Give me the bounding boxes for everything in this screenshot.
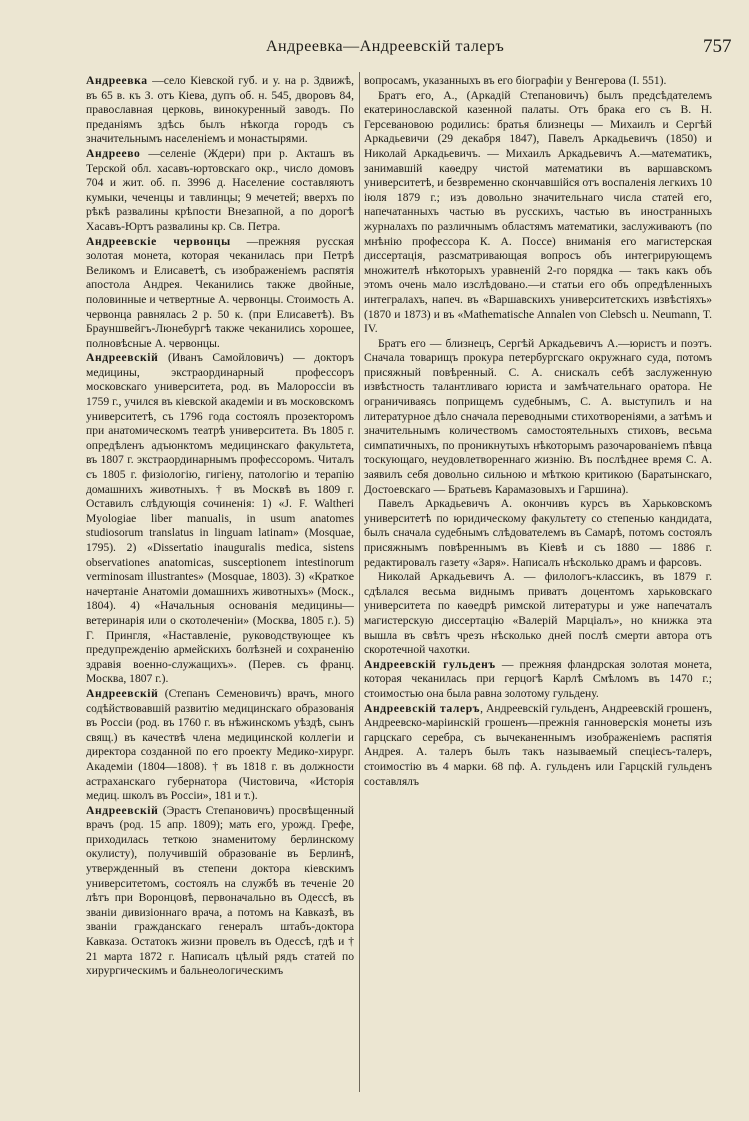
entry-text: —село Кіевской губ. и у. на р. Здвижѣ, въ 65 в. къ З. отъ Кіева, дупъ об. н. 545, дворовъ 84, православная церковь, винокуренный заводъ. По преданіямъ здѣсь былъ нѣкогда городъ съ значительнымъ населеніемъ и монастырями. — [86, 74, 354, 146]
entry-continuation — [364, 74, 712, 89]
entry-andreevka — [86, 74, 354, 147]
entry-sergei — [364, 337, 712, 498]
headword: Андреевскій талеръ — [364, 701, 481, 715]
headword: Андреево — [86, 146, 141, 160]
headword: Андреевскій — [86, 686, 159, 700]
entry-andreevsky-stepan — [86, 687, 354, 804]
headword: Андреевка — [86, 74, 148, 87]
headword: Андреевскій — [86, 351, 159, 365]
entry-text: Николай Аркадьевичъ А. — филологъ-классикъ, въ 1879 г. сдѣлался весьма виднымъ приватъ доцентомъ харьковскаго университета по каѳедрѣ римской литературы и уже напечаталъ магистерскую диссертацію «Валерій Марціалъ», но книжка эта вышла въ свѣтъ чрезъ нѣсколько дней послѣ смерти автора отъ скоротечной чахотки. — [364, 570, 712, 657]
entry-text: (Эрастъ Степановичъ) просвѣщенный врачъ (род. 15 апр. 1809); мать его, урожд. Грефе, приходилась теткою знаменитому берлинскому окулисту), получившій образованіе въ Берлинѣ, утвержденный въ степени доктора кіевскимъ университетомъ, состоялъ на службѣ въ теченіе 20 лѣтъ при Воронцовѣ, первоначально въ Одессѣ, въ званіи дивизіоннаго врача, а потомъ на Кавказѣ, въ званіи гражданскаго генералъ штабъ-доктора Кавказа. Остатокъ жизни провелъ въ Одессѣ, гдѣ и † 21 марта 1872 г. Написалъ цѣлый рядъ статей по хирургическимъ и бальнеологическимъ — [86, 803, 355, 978]
entry-pavel — [364, 497, 712, 570]
entry-andreevskie-chervontsy — [86, 235, 354, 352]
column-divider — [359, 72, 360, 1092]
entry-text: —прежняя русская золотая монета, которая чеканилась при Петрѣ Великомъ и Елисаветѣ, съ изображеніемъ распятія апостола Андрея. Чеканились также двойные, половинные и четвертные А. червонцы. Стоимость А. червонца равнялась 2 р. 50 к. (при Елисаветѣ). Въ Брауншвейгъ-Люнебургѣ также чеканились хорошее, полновѣсные А. червонцы. — [86, 234, 354, 350]
entry-text: (Степанъ Семеновичъ) врачъ, много содѣйствовавшій развитію медицинскаго образованія въ Россіи (род. въ 1760 г. въ нѣжинскомъ уѣздѣ, сынъ свящ.) въ качествѣ члена медицинской коллегіи и директора созданной по его проекту Медико-хирург. Академіи (1804—1808). † въ 1818 г. въ должности астраханскаго губернатора (Чистовича, «Исторія медиц. школъ въ Россіи», 181 и т.). — [86, 686, 354, 803]
entry-andreevsky-ivan — [86, 351, 354, 687]
entry-text: , Андреевскій гульденъ, Андреевскій грошенъ, Андреевско-маріинскій грошенъ—прежнія ганноверскія монеты изъ гарцскаго серебра, съ вычеканеннымъ изображеніемъ распятія Андрея. А. талеръ былъ такъ называемый спеціесъ-талеръ, стоимостію въ 4 марки. 68 пф. А. гульденъ или Гарцскій гульденъ составлялъ — [364, 701, 712, 788]
entry-andreevsky-taler — [364, 702, 712, 790]
entry-andreevsky-erast — [86, 804, 354, 979]
entry-arkady — [364, 89, 712, 337]
entry-text: Павелъ Аркадьевичъ А. окончивъ курсъ въ Харьковскомъ университетѣ по юридическому факультету со степенью кандидата, былъ сначала судебнымъ слѣдователемъ въ Самарѣ, потомъ состоялъ присяжнымъ повѣреннымъ въ Кіевѣ и съ 1880 — 1886 г. редактировалъ газету «Заря». Написалъ нѣсколько драмъ и фарсовъ. — [364, 497, 712, 569]
entry-andreevsky-gulden — [364, 658, 712, 702]
headword: Андреевскіе червонцы — [86, 234, 231, 248]
entry-text: — прежняя фландрская золотая монета, которая чеканилась при герцогѣ Карлѣ Смѣломъ въ 1470 г.; стоимостью она была равна золотому гульдену. — [364, 657, 712, 700]
left-column — [86, 74, 354, 979]
running-head: Андреевка—Андреевскій талеръ — [266, 38, 505, 55]
headword: Андреевскій — [86, 803, 159, 817]
entry-text: (Иванъ Самойловичъ) — докторъ медицины, экстраординарный профессоръ московскаго университета, род. въ Малороссіи въ 1759 г., учился въ кіевской академіи и въ московскомъ университетѣ, съ 1796 года состоялъ прозекторомъ при анатомическомъ театрѣ университета. Въ 1805 г. опредѣленъ адъюнктомъ медицинскаго факультета, въ 1807 г. экстраординарнымъ профессоромъ. Читалъ съ 1805 г. физіологію, гигіену, патологію и терапію домашнихъ животныхъ. † въ Москвѣ въ 1809 г. Оставилъ слѣдующія сочиненія: 1) «J. F. Waltheri Myologiae liber manualis, in usum anatomes studiosorum translatus in linguam latinam» (Mosquae, 1795). 2) «Dissertatio inauguralis medica, sistens observationes anatomicas, susceptionem intestinorum verminosam illustrantes» (Mosquae, 1803). 3) «Краткое начертаніе Анатоміи домашнихъ животныхъ» (Моск., 1804). 4) «Начальныя основанія медицины—ветеринарія или о скотолеченіи» (Москва, 1805 г.). 5) Г. Прингля, «Наставленіе, руководствующее къ предупрежденію армейскихъ болѣзней и сохраненію здравія военно-служащихъ». (Перев. съ франц. Москва, 1807 г.). — [86, 351, 354, 686]
entry-text: вопросамъ, указанныхъ въ его біографіи у Венгерова (I. 551). — [364, 74, 667, 87]
headword: Андреевскій гульденъ — [364, 657, 496, 671]
entry-nikolai — [364, 570, 712, 658]
right-column — [364, 74, 712, 789]
entry-text: Братъ его — близнецъ, Сергѣй Аркадьевичъ А.—юристъ и поэтъ. Сначала товарищъ прокура петербургскаго окружнаго суда, потомъ присяжный повѣренный. С. А. снискалъ себѣ заслуженную извѣстность талантливаго юриста и замѣчательнаго оратора. Не ограничиваясь поприщемъ судебнымъ, С. А. выступилъ и на литературное дѣло сначала переводными стихотвореніями, а затѣмъ и значительнымъ количествомъ самостоятельныхъ стиховъ, весьма симпатичныхъ, по проникнутыхъ нѣкоторымъ разочарованіемъ пѣвца тоскующаго, неудовлетвореннаго жизнію. Въ послѣднее время С. А. заявилъ себя довольно сильною и мѣткою критикою (Баратынскаго, Достоевскаго — Братьевъ Карамазовыхъ и Гаршина). — [364, 336, 712, 496]
entry-andreevo — [86, 147, 354, 235]
page-number: 757 — [703, 36, 732, 57]
entry-text: —селеніе (Ждери) при р. Акташъ въ Терской обл. хасавъ-юртовскаго окр., число домовъ 704 и жит. об. п. 3996 д. Население составляютъ кумыки, чеченцы и тавлинцы; 9 мечетей; вверхъ по рѣкѣ развалины крѣпости Внезапной, а по дорогѣ Хасавъ-Юртъ развалины кр. Св. Петра. — [86, 146, 355, 233]
entry-text: Братъ его, А., (Аркадій Степановичъ) былъ предсѣдателемъ екатеринославской казенной палаты. Отъ брака его съ В. Н. Герсевановою родились: братья близнецы — Михаилъ и Сергѣй Аркадьевичи (29 декабря 1847), Павелъ Аркадьевичъ (1850) и Николай Аркадьевичъ. — Михаилъ Аркадьевичъ А.—математикъ, занимавшій каѳедру чистой математики въ варшавскомъ университетѣ, и безвременно скончавшійся отъ воспаленія легкихъ 10 іюля 1879 г.; изъ довольно значительнаго числа статей его, напечатанныхъ частью въ русскихъ, частью въ иностранныхъ журналахъ по различнымъ областямъ математики, заслуживаютъ (по мнѣнію профессора К. А. Поссе) вниманія его магистерская диссертація, разсматривающая вопросъ объ интегрирующемъ множителѣ нѣкоторыхъ уравненій 2-го порядка — такъ какъ объ этомъ очень мало изслѣдовано.—и статьи его объ опредѣленныхъ интегралахъ, напеч. въ «Варшавскихъ университетскихъ извѣстіяхъ» (1870 и 1873) и въ «Mathematische Annalen von Clebsch u. Neumann, T. IV. — [364, 88, 713, 336]
